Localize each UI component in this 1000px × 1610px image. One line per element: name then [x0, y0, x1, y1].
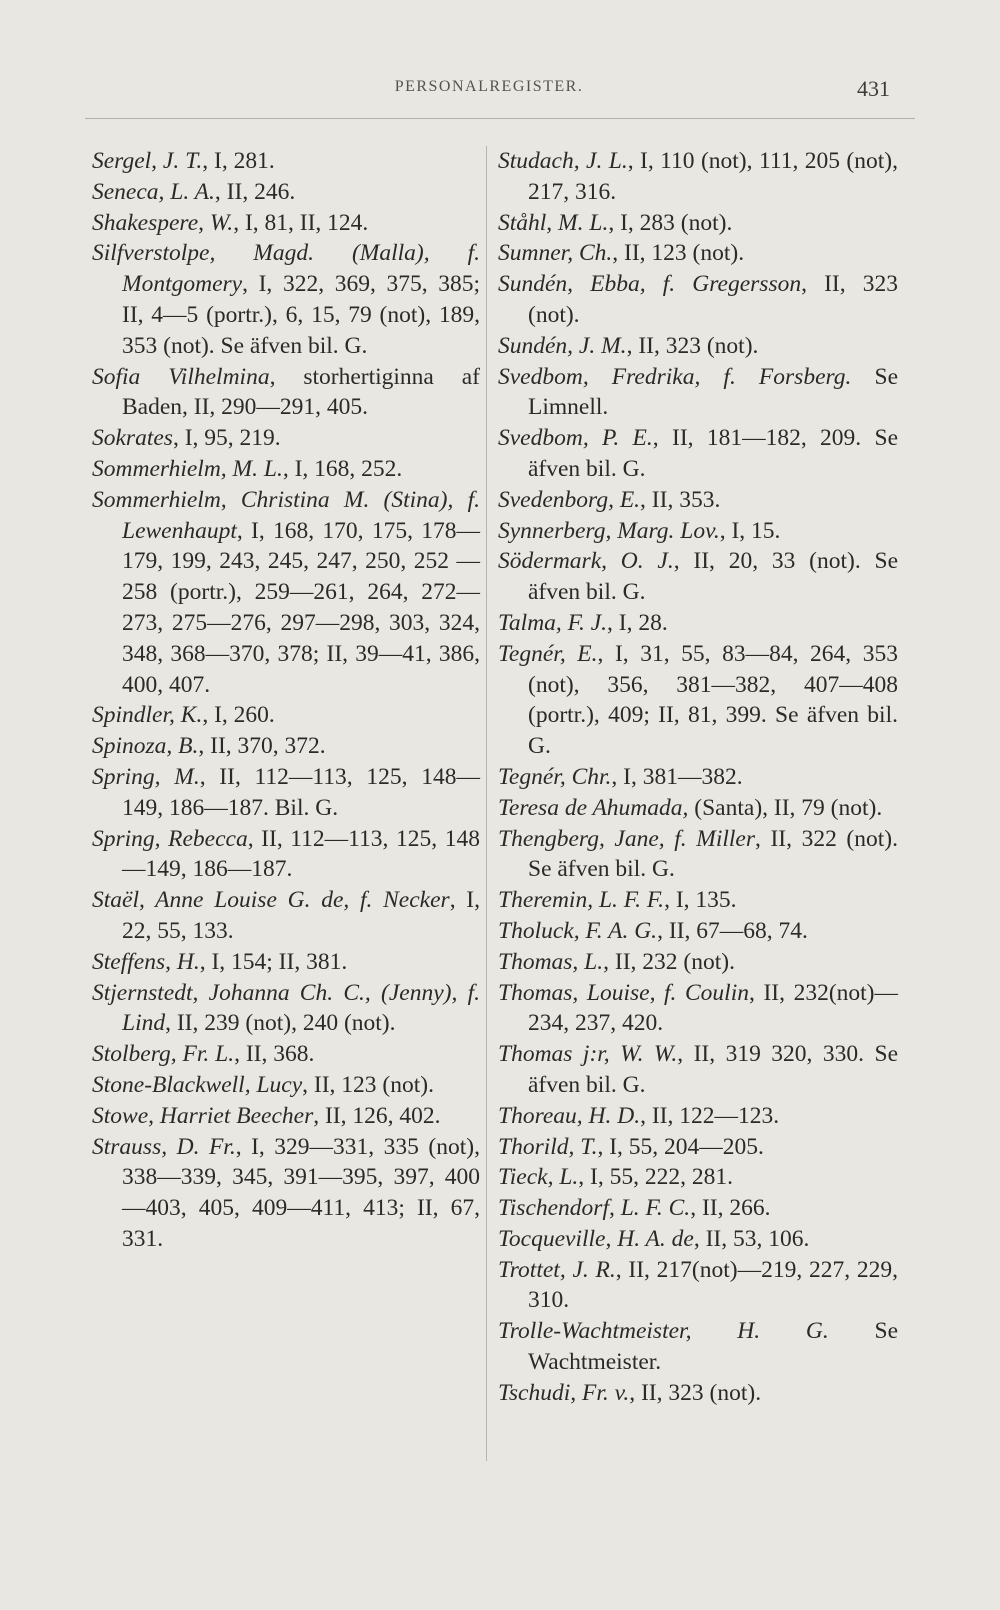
index-entry — [498, 208, 898, 239]
index-entry — [498, 1316, 898, 1378]
entry-name: Sommerhielm, M. L. — [92, 455, 283, 482]
entry-name: Shakespere, W. — [92, 209, 234, 236]
entry-references: Se Wachtmeister. — [528, 1318, 899, 1376]
index-entry — [92, 762, 480, 824]
entry-references: , I, 281. — [202, 148, 275, 174]
index-entry — [92, 238, 480, 361]
entry-name: Thengberg, Jane, f. Miller — [498, 825, 755, 852]
entry-name: Thorild, T. — [498, 1133, 598, 1160]
entry-name: Trolle-Wachtmeister, H. G. — [498, 1318, 829, 1345]
index-entry — [92, 423, 480, 454]
entry-references: , II, 232 (not). — [603, 948, 735, 975]
entry-references: , I, 168, 252. — [282, 455, 403, 482]
entry-references: , I, 381—382. — [611, 763, 743, 790]
index-entry — [92, 1070, 480, 1101]
page-header — [88, 78, 890, 112]
index-entry — [498, 1224, 898, 1255]
entry-references: , I, 110 (not), 111, 205 (not), 217, 316. — [528, 148, 898, 205]
entry-name: Sumner, Ch. — [498, 240, 613, 267]
entry-name: Sundén, J. M. — [498, 332, 627, 359]
entry-references: , I, 55, 222, 281. — [578, 1164, 733, 1191]
entry-name: Trottet, J. R. — [498, 1256, 616, 1283]
entry-name: Spinoza, B. — [92, 733, 199, 760]
entry-references: , I, 154; II, 381. — [199, 948, 348, 975]
entry-name: Thomas j:r, W. W. — [498, 1041, 678, 1068]
entry-references: , II, 370, 372. — [198, 733, 326, 760]
entry-name: Seneca, L. A. — [92, 178, 215, 205]
index-entry — [498, 485, 898, 516]
index-entry — [498, 916, 898, 947]
entry-name: Theremin, L. F. F. — [498, 887, 665, 914]
index-entry — [92, 1101, 480, 1132]
index-entry — [498, 824, 898, 886]
index-entry — [498, 762, 898, 793]
entry-references: Se Limnell. — [528, 363, 898, 421]
index-entry — [498, 793, 898, 824]
entry-references: , I, 168, 170, 175, 178—179, 199, 243, 245, 247, 250, 252 —258 (portr.), 259—261, 264, 272—273, 275—276, 297—298, 303, 324, 348, 368—370, 378; II, 39—41, 386, 400, 407. — [122, 517, 480, 698]
index-entry — [498, 1378, 898, 1409]
entry-references: , I, 22, 55, 133. — [122, 887, 481, 944]
entry-references: , storhertiginna af Baden, II, 290—291, 405. — [122, 363, 481, 421]
entry-references: , I, 135. — [664, 887, 737, 914]
index-entry — [498, 1255, 898, 1317]
index-entry — [498, 608, 898, 639]
entry-name: Svedbom, P. E. — [498, 425, 653, 452]
entry-references: , II, 323 (not). — [629, 1379, 762, 1406]
index-entry — [92, 978, 480, 1040]
entry-name: Tieck, L. — [498, 1164, 579, 1191]
index-entry — [92, 362, 480, 424]
index-entry — [92, 947, 480, 978]
index-entry — [92, 1039, 480, 1070]
page-number: 431 — [857, 76, 890, 101]
index-entry — [92, 1132, 480, 1255]
entry-references: , II, 217(not)—219, 227, 229, 310. — [528, 1256, 898, 1314]
entry-name: Stjernstedt, Johanna Ch. C., (Jenny), f. Lind — [92, 979, 480, 1037]
entry-name: Tegnér, E. — [498, 640, 598, 667]
index-entry — [92, 485, 480, 701]
entry-name: Strauss, D. Fr. — [92, 1133, 236, 1160]
index-entry — [92, 731, 480, 762]
index-entry — [498, 1132, 898, 1163]
index-entry — [92, 885, 480, 947]
index-entry — [498, 1162, 898, 1193]
entry-name: Thoreau, H. D. — [498, 1102, 641, 1129]
index-entry — [498, 639, 898, 762]
entry-name: Spring, Rebecca — [92, 825, 248, 852]
entry-name: Södermark, O. J. — [498, 548, 674, 575]
index-entry — [498, 947, 898, 978]
entry-name: Stowe, Harriet Beecher — [92, 1102, 314, 1129]
entry-name: Teresa de Ahumada, — [498, 794, 689, 821]
entry-references: , II, 323 (not). — [626, 332, 759, 359]
index-entry — [92, 177, 480, 208]
index-entry — [498, 269, 898, 331]
entry-references: , I, 260. — [202, 702, 275, 729]
index-entry — [498, 238, 898, 269]
entry-references: , II, 122—123. — [640, 1102, 780, 1129]
index-column-left — [92, 146, 480, 1255]
index-entry — [498, 885, 898, 916]
entry-references: , II, 112—113, 125, 148—149, 186—187. — [122, 825, 480, 883]
entry-references: , II, 246. — [214, 178, 296, 205]
index-entry — [92, 208, 480, 239]
entry-references: , II, 319 320, 330. Se äfven bil. G. — [528, 1041, 898, 1098]
entry-name: Studach, J. L. — [498, 148, 628, 174]
entry-references: , I, 15. — [719, 517, 781, 544]
entry-references: , II, 112—113, 125, 148—149, 186—187. Bil. G. — [122, 763, 480, 821]
entry-references: , II, 123 (not). — [302, 1071, 434, 1098]
entry-references: , II, 322 (not). Se äfven bil. G. — [528, 825, 898, 883]
entry-name: Thomas, L. — [498, 948, 604, 975]
index-entry — [498, 331, 898, 362]
entry-name: Staël, Anne Louise G. de, f. Necker — [92, 887, 450, 914]
entry-name: Sommerhielm, Christina M. (Stina), f. Lewenhaupt — [92, 486, 480, 544]
index-entry — [498, 423, 898, 485]
entry-name: Stone-Blackwell, Lucy — [92, 1071, 303, 1098]
entry-name: Tegnér, Chr. — [498, 763, 612, 790]
entry-references: , I, 55, 204—205. — [597, 1133, 764, 1160]
entry-references: , II, 323 (not). — [528, 271, 899, 328]
index-entry — [498, 978, 898, 1040]
index-entry — [498, 1039, 898, 1101]
entry-references: , II, 353. — [640, 486, 721, 513]
index-entry — [92, 454, 480, 485]
entry-name: Silfverstolpe, Magd. (Malla), f. Montgomery — [92, 240, 480, 298]
index-column-right — [498, 146, 898, 1409]
entry-name: Spring, M. — [92, 763, 200, 790]
entry-name: Sergel, J. T. — [92, 148, 203, 174]
entry-name: Tholuck, F. A. G. — [498, 917, 658, 944]
entry-name: Spindler, K. — [92, 702, 203, 729]
entry-references: , II, 67—68, 74. — [657, 917, 808, 944]
column-divider — [486, 146, 487, 1461]
entry-references: , I, 95, 219. — [172, 425, 281, 452]
entry-references: , II, 232(not)—234, 237, 420. — [528, 979, 898, 1037]
entry-name: Sofia Vilhelmina — [92, 363, 270, 390]
entry-name: Tischendorf, L. F. C. — [498, 1195, 691, 1222]
entry-references: , II, 126, 402. — [313, 1102, 441, 1129]
index-entry — [92, 700, 480, 731]
entry-name: Talma, F. J. — [498, 609, 608, 636]
entry-references: , I, 329—331, 335 (not), 338—339, 345, 391—395, 397, 400—403, 405, 409—411, 413; II, 67, 331. — [122, 1133, 480, 1252]
entry-references: , II, 53, 106. — [693, 1225, 810, 1252]
header-rule — [85, 118, 915, 119]
entry-name: Sundén, Ebba, f. Gregersson — [498, 271, 802, 298]
entry-name: Thomas, Louise, f. Coulin — [498, 979, 749, 1006]
entry-name: Stolberg, Fr. L. — [92, 1041, 235, 1068]
entry-name: Svedenborg, E. — [498, 486, 641, 513]
entry-references: , I, 28. — [607, 609, 668, 636]
entry-references: , I, 322, 369, 375, 385; II, 4—5 (portr.), 6, 15, 79 (not), 189, 353 (not). Se äfven bil. G. — [122, 271, 480, 359]
index-entry — [92, 146, 480, 177]
index-entry — [498, 362, 898, 424]
entry-references: , II, 266. — [690, 1195, 771, 1222]
entry-name: Svedbom, Fredrika, f. Forsberg. — [498, 363, 852, 390]
index-entry — [92, 824, 480, 886]
entry-references: , II, 181—182, 209. Se äfven bil. G. — [528, 425, 899, 482]
entry-references: , I, 283 (not). — [608, 209, 733, 236]
entry-references: , II, 239 (not), 240 (not). — [165, 1010, 396, 1037]
entry-references: , I, 81, II, 124. — [233, 209, 369, 236]
index-entry — [498, 1193, 898, 1224]
index-entry — [498, 546, 898, 608]
entry-references: , II, 123 (not). — [612, 240, 745, 267]
index-entry — [498, 516, 898, 547]
index-entry — [498, 146, 898, 208]
entry-name: Tocqueville, H. A. de — [498, 1225, 694, 1252]
entry-references: (Santa), II, 79 (not). — [688, 794, 883, 821]
entry-name: Sokrates — [92, 425, 173, 452]
entry-references: , I, 31, 55, 83—84, 264, 353 (not), 356, 381—382, 407—408 (portr.), 409; II, 81, 399. Se äfven bil. G. — [528, 640, 899, 760]
entry-name: Steffens, H. — [92, 948, 200, 975]
entry-name: Ståhl, M. L. — [498, 209, 609, 236]
running-title: PERSONALREGISTER. — [394, 78, 584, 95]
entry-references: , II, 368. — [234, 1041, 315, 1068]
entry-name: Tschudi, Fr. v. — [498, 1379, 630, 1406]
index-entry — [498, 1101, 898, 1132]
entry-name: Synnerberg, Marg. Lov. — [498, 517, 720, 544]
entry-references: , II, 20, 33 (not). Se äfven bil. G. — [528, 548, 898, 606]
